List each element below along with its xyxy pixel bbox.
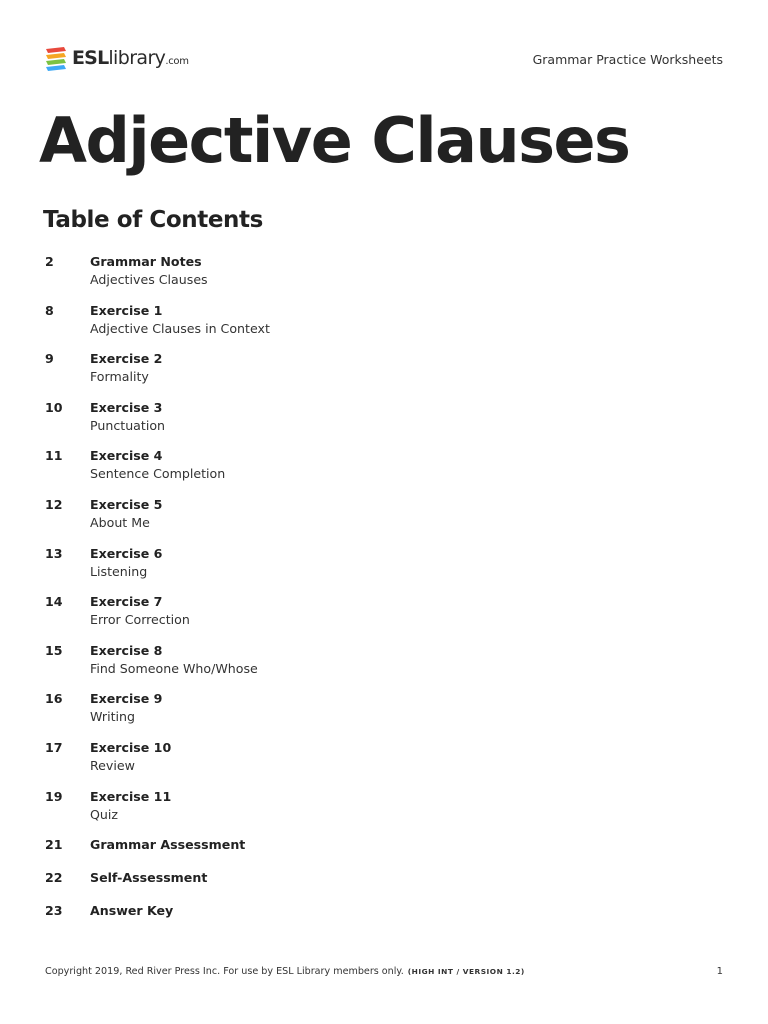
toc-page-number: 2 bbox=[45, 254, 54, 269]
page-title: Adjective Clauses bbox=[39, 104, 630, 177]
copyright-notice bbox=[45, 966, 525, 977]
toc-page-number: 13 bbox=[45, 545, 63, 561]
toc-item-title: Answer Key bbox=[90, 903, 174, 918]
toc-item-subtitle: Formality bbox=[90, 369, 149, 385]
toc-item-subtitle: Error Correction bbox=[90, 612, 190, 628]
toc-heading: Table of Contents bbox=[43, 207, 263, 233]
logo-wordmark: ESLlibrary.com bbox=[72, 47, 189, 69]
toc-page-number: 16 bbox=[45, 691, 63, 707]
toc-item-title: Exercise 11 bbox=[90, 788, 172, 804]
toc-item-title: Exercise 1 bbox=[90, 302, 163, 318]
toc-item-title: Grammar Assessment bbox=[90, 837, 246, 852]
toc-item-subtitle: About Me bbox=[90, 515, 150, 530]
toc-item-subtitle: Find Someone Who/Whose bbox=[90, 660, 258, 676]
toc-item-title: Exercise 9 bbox=[90, 691, 163, 707]
toc-page-number: 23 bbox=[45, 903, 63, 918]
toc-item-subtitle: Quiz bbox=[90, 806, 119, 822]
toc-page-number: 11 bbox=[45, 448, 63, 464]
toc-item-subtitle: Adjectives Clauses bbox=[90, 272, 208, 287]
toc-item-title: Exercise 2 bbox=[90, 351, 163, 367]
stacked-books-icon bbox=[45, 45, 67, 71]
toc-item-subtitle: Sentence Completion bbox=[90, 466, 226, 482]
page-number: 1 bbox=[716, 966, 723, 977]
toc-item-title: Exercise 8 bbox=[90, 642, 163, 658]
toc-item-title: Exercise 5 bbox=[90, 497, 163, 512]
toc-page-number: 21 bbox=[45, 837, 63, 852]
toc-item-title: Self-Assessment bbox=[90, 870, 208, 885]
toc-item-subtitle: Adjective Clauses in Context bbox=[90, 320, 270, 336]
toc-page-number: 14 bbox=[45, 594, 63, 610]
toc-item-title: Exercise 10 bbox=[90, 740, 172, 755]
toc-page-number: 19 bbox=[45, 788, 63, 804]
toc-page-number: 8 bbox=[45, 302, 54, 318]
copyright-text: Copyright 2019, Red River Press Inc. For use by ESL Library members only. bbox=[45, 966, 404, 977]
toc-item-subtitle: Review bbox=[90, 758, 135, 773]
toc-item-title: Grammar Notes bbox=[90, 254, 202, 269]
toc-item-subtitle: Writing bbox=[90, 709, 135, 725]
toc-item-title: Exercise 6 bbox=[90, 545, 163, 561]
toc-page-number: 12 bbox=[45, 497, 63, 512]
esl-library-logo bbox=[45, 44, 189, 72]
toc-page-number: 9 bbox=[45, 351, 54, 367]
toc-page-number: 15 bbox=[45, 642, 63, 658]
toc-item-subtitle: Punctuation bbox=[90, 417, 166, 433]
toc-page-number: 22 bbox=[45, 870, 63, 885]
toc-item-title: Exercise 7 bbox=[90, 594, 163, 610]
version-label: (HIGH INT / VERSION 1.2) bbox=[407, 967, 525, 976]
section-label: Grammar Practice Worksheets bbox=[532, 52, 723, 67]
toc-item-title: Exercise 3 bbox=[90, 399, 163, 415]
toc-page-number: 10 bbox=[45, 399, 63, 415]
toc-item-title: Exercise 4 bbox=[90, 448, 163, 464]
toc-item-subtitle: Listening bbox=[90, 563, 148, 579]
toc-page-number: 17 bbox=[45, 740, 63, 755]
